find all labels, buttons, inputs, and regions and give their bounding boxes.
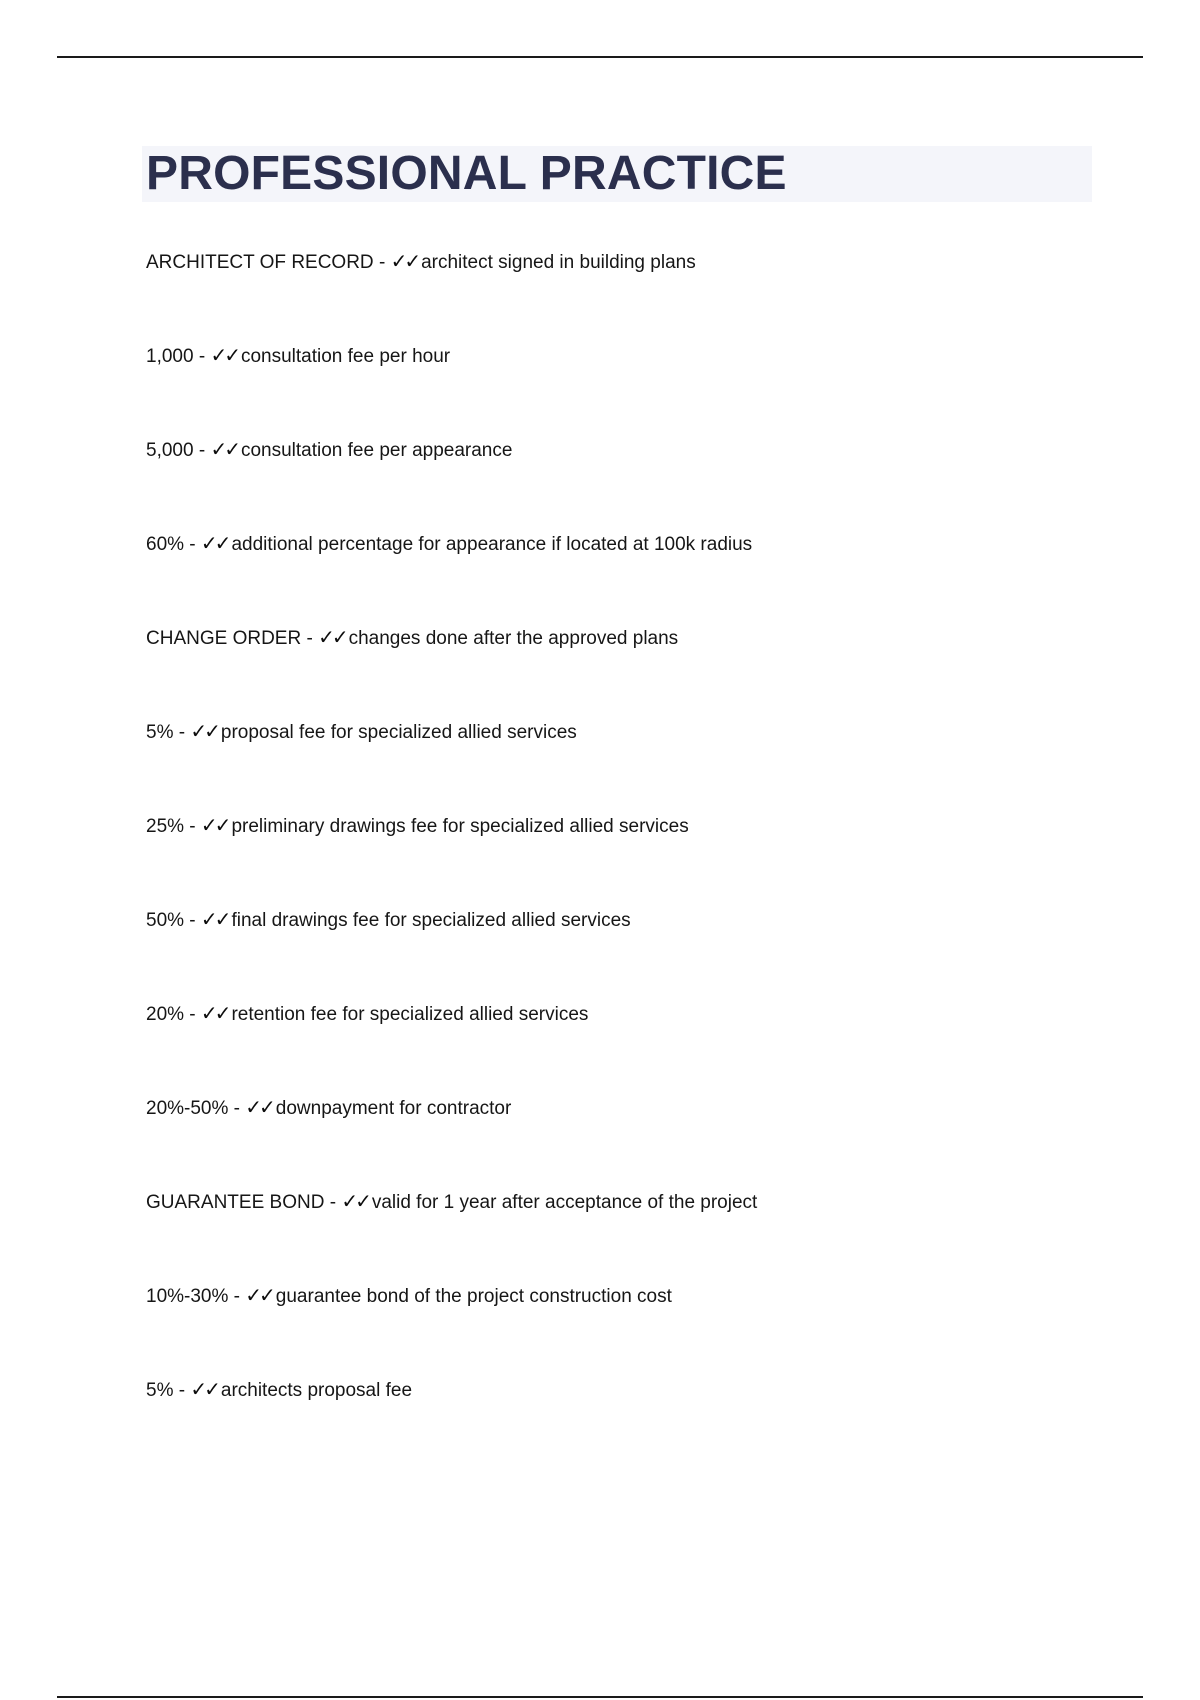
double-check-icon: ✓✓ <box>200 907 229 931</box>
entry-separator: - <box>228 1098 246 1119</box>
entry-separator: - <box>301 628 319 649</box>
entry-definition: downpayment for contractor <box>275 1098 512 1119</box>
double-check-icon: ✓✓ <box>210 437 238 461</box>
entry-separator: - <box>184 910 201 931</box>
entry-term: 5,000 <box>146 440 194 461</box>
entry-separator: - <box>173 1380 191 1401</box>
double-check-icon: ✓✓ <box>341 1189 369 1213</box>
entry-definition: consultation fee per hour <box>240 346 451 367</box>
entry-definition: final drawings fee for specialized allied services <box>231 910 631 931</box>
bottom-rule <box>57 1696 1143 1698</box>
flashcard-item <box>146 998 1106 1092</box>
double-check-icon: ✓✓ <box>200 531 229 555</box>
entry-separator: - <box>373 252 391 273</box>
entry-definition: additional percentage for appearance if located at 100k radius <box>231 534 753 555</box>
double-check-icon: ✓✓ <box>200 1001 229 1025</box>
entry-term: GUARANTEE BOND <box>146 1192 325 1213</box>
entry-definition: retention fee for specialized allied services <box>231 1004 589 1025</box>
entry-term: ARCHITECT OF RECORD <box>146 252 374 273</box>
entry-definition: consultation fee per appearance <box>240 440 513 461</box>
flashcard-item <box>146 810 1106 904</box>
double-check-icon: ✓✓ <box>390 249 419 273</box>
entry-definition: proposal fee for specialized allied services <box>220 722 577 743</box>
flashcard-item <box>146 1092 1106 1186</box>
entry-definition: changes done after the approved plans <box>348 628 679 649</box>
flashcard-item <box>146 716 1106 810</box>
entry-definition: valid for 1 year after acceptance of the project <box>371 1192 758 1213</box>
entry-term: 20%-50% <box>146 1098 229 1119</box>
entry-term: 25% <box>146 816 185 837</box>
double-check-icon: ✓✓ <box>245 1095 273 1119</box>
entry-term: 5% <box>146 722 174 743</box>
flashcard-item <box>146 434 1106 528</box>
flashcard-item <box>146 622 1106 716</box>
entry-separator: - <box>184 534 201 555</box>
flashcard-item <box>146 1374 1106 1468</box>
double-check-icon: ✓✓ <box>190 1377 218 1401</box>
entry-term: 60% <box>146 534 185 555</box>
flashcard-list <box>146 246 1106 1468</box>
entry-separator: - <box>173 722 191 743</box>
entry-term: 1,000 <box>146 346 194 367</box>
page-title: PROFESSIONAL PRACTICE <box>146 147 787 200</box>
double-check-icon: ✓✓ <box>245 1283 273 1307</box>
double-check-icon: ✓✓ <box>190 719 218 743</box>
entry-separator: - <box>193 440 211 461</box>
entry-separator: - <box>228 1286 246 1307</box>
entry-definition: guarantee bond of the project construction cost <box>275 1286 672 1307</box>
double-check-icon: ✓✓ <box>200 813 229 837</box>
entry-term: 50% <box>146 910 185 931</box>
double-check-icon: ✓✓ <box>318 625 346 649</box>
top-rule <box>57 56 1143 58</box>
flashcard-item <box>146 340 1106 434</box>
entry-separator: - <box>184 1004 201 1025</box>
entry-term: 5% <box>146 1380 174 1401</box>
flashcard-item <box>146 1280 1106 1374</box>
entry-separator: - <box>324 1192 342 1213</box>
entry-separator: - <box>193 346 211 367</box>
flashcard-item <box>146 246 1106 340</box>
entry-definition: preliminary drawings fee for specialized allied services <box>231 816 689 837</box>
entry-term: 20% <box>146 1004 185 1025</box>
double-check-icon: ✓✓ <box>210 343 238 367</box>
flashcard-item <box>146 904 1106 998</box>
entry-term: CHANGE ORDER <box>146 628 302 649</box>
entry-definition: architect signed in building plans <box>421 252 696 273</box>
flashcard-item <box>146 528 1106 622</box>
flashcard-item <box>146 1186 1106 1280</box>
entry-term: 10%-30% <box>146 1286 229 1307</box>
entry-definition: architects proposal fee <box>220 1380 413 1401</box>
entry-separator: - <box>184 816 201 837</box>
